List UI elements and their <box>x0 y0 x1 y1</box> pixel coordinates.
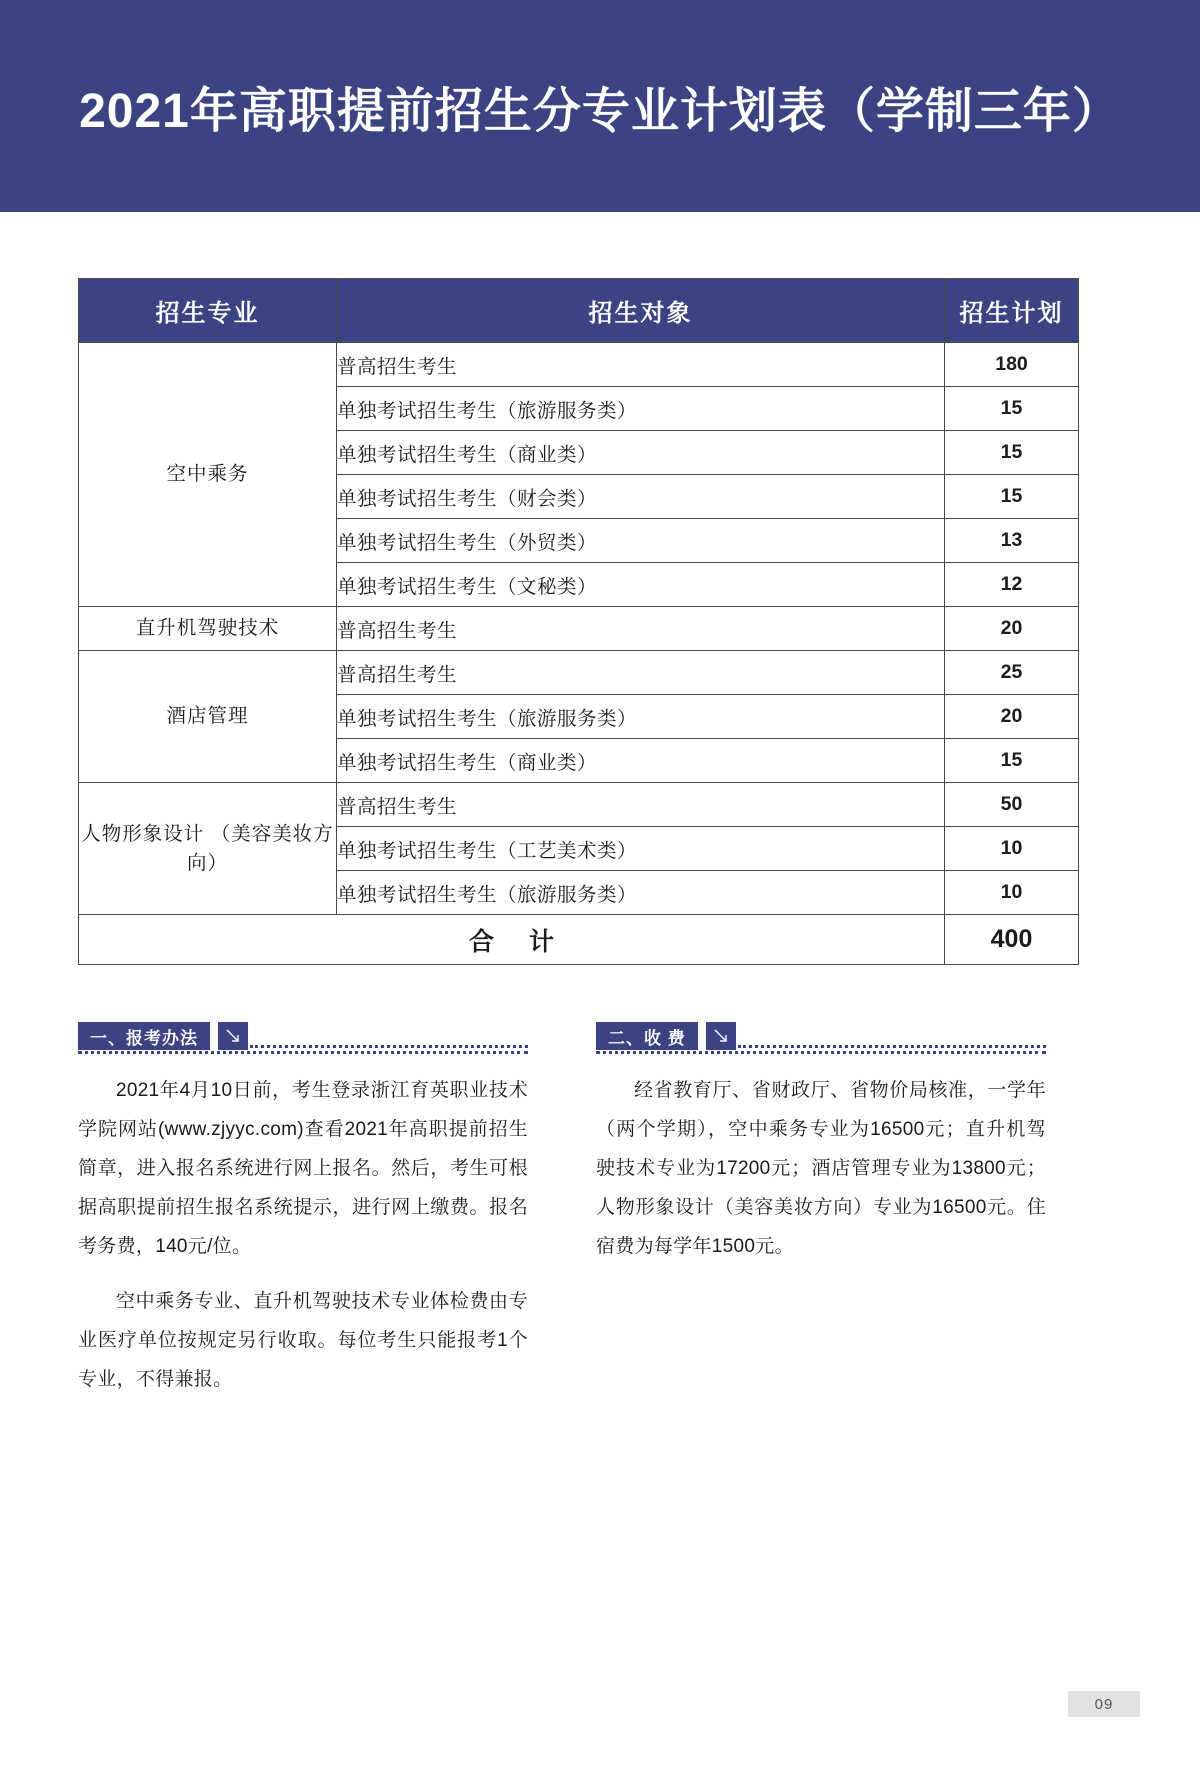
section-heading-fees <box>596 1022 1046 1050</box>
cell-target: 普高招生考生 <box>337 343 945 387</box>
admission-plan-table <box>78 278 1079 965</box>
cell-plan: 25 <box>945 651 1079 695</box>
cell-plan: 180 <box>945 343 1079 387</box>
cell-target: 单独考试招生考生（商业类） <box>337 739 945 783</box>
plan-table-container <box>78 278 1078 965</box>
cell-target: 单独考试招生考生（财会类） <box>337 475 945 519</box>
cell-plan: 12 <box>945 563 1079 607</box>
cell-target: 单独考试招生考生（外贸类） <box>337 519 945 563</box>
cell-target: 单独考试招生考生（旅游服务类） <box>337 871 945 915</box>
note-paragraph: 空中乘务专业、直升机驾驶技术专业体检费由专业医疗单位按规定另行收取。每位考生只能报考1个专业，不得兼报。 <box>78 1290 528 1390</box>
section-rule <box>250 1045 528 1048</box>
cell-target: 单独考试招生考生（旅游服务类） <box>337 695 945 739</box>
section-heading-label: 一、报考办法 <box>78 1022 210 1050</box>
cell-target: 普高招生考生 <box>337 651 945 695</box>
section-underline <box>596 1051 1046 1054</box>
table-row <box>79 783 1079 827</box>
cell-target: 单独考试招生考生（商业类） <box>337 431 945 475</box>
page-title: 2021年高职提前招生分专业计划表（学制三年） <box>79 84 1121 138</box>
table-head <box>79 279 1079 343</box>
cell-plan: 15 <box>945 431 1079 475</box>
table-row <box>79 607 1079 651</box>
header-major: 招生专业 <box>79 279 337 343</box>
note-column-left <box>78 1022 528 1400</box>
cell-target: 普高招生考生 <box>337 607 945 651</box>
cell-plan: 20 <box>945 695 1079 739</box>
cell-major: 酒店管理 <box>79 651 337 783</box>
notes-section <box>78 1022 1078 1400</box>
note-column-right <box>596 1022 1046 1400</box>
note-body-right <box>596 1072 1046 1267</box>
cell-major: 人物形象设计 （美容美妆方向） <box>79 783 337 915</box>
cell-plan: 10 <box>945 871 1079 915</box>
header-plan: 招生计划 <box>945 279 1079 343</box>
arrow-down-right-icon <box>218 1022 248 1050</box>
cell-plan: 13 <box>945 519 1079 563</box>
table-row <box>79 651 1079 695</box>
cell-major: 直升机驾驶技术 <box>79 607 337 651</box>
table-header-row <box>79 279 1079 343</box>
cell-plan: 50 <box>945 783 1079 827</box>
table-body <box>79 343 1079 965</box>
cell-plan: 20 <box>945 607 1079 651</box>
section-heading-apply <box>78 1022 528 1050</box>
cell-major: 空中乘务 <box>79 343 337 607</box>
section-heading-label: 二、收 费 <box>596 1022 698 1050</box>
cell-plan: 15 <box>945 387 1079 431</box>
section-rule <box>738 1045 1046 1048</box>
cell-target: 单独考试招生考生（文秘类） <box>337 563 945 607</box>
note-paragraph: 经省教育厅、省财政厅、省物价局核准，一学年（两个学期），空中乘务专业为16500元；直升机驾驶技术专业为17200元；酒店管理专业为13800元；人物形象设计（美容美妆方向）专业为16500元。住宿费为每学年1500元。 <box>596 1080 1046 1257</box>
total-value: 400 <box>945 915 1079 965</box>
cell-plan: 10 <box>945 827 1079 871</box>
cell-target: 单独考试招生考生（工艺美术类） <box>337 827 945 871</box>
cell-target: 单独考试招生考生（旅游服务类） <box>337 387 945 431</box>
total-label: 合 计 <box>79 915 945 965</box>
table-total-row <box>79 915 1079 965</box>
cell-target: 普高招生考生 <box>337 783 945 827</box>
note-body-left <box>78 1072 528 1400</box>
page-number: 09 <box>1068 1691 1140 1717</box>
cell-plan: 15 <box>945 739 1079 783</box>
table-row <box>79 343 1079 387</box>
section-underline <box>78 1051 528 1054</box>
title-banner <box>0 0 1200 212</box>
note-paragraph: 2021年4月10日前，考生登录浙江育英职业技术学院网站(www.zjyyc.com)查看2021年高职提前招生简章，进入报名系统进行网上报名。然后，考生可根据高职提前招生报名系统提示，进行网上缴费。报名考务费，140元/位。 <box>78 1080 528 1257</box>
arrow-down-right-icon <box>706 1022 736 1050</box>
header-target: 招生对象 <box>337 279 945 343</box>
cell-plan: 15 <box>945 475 1079 519</box>
